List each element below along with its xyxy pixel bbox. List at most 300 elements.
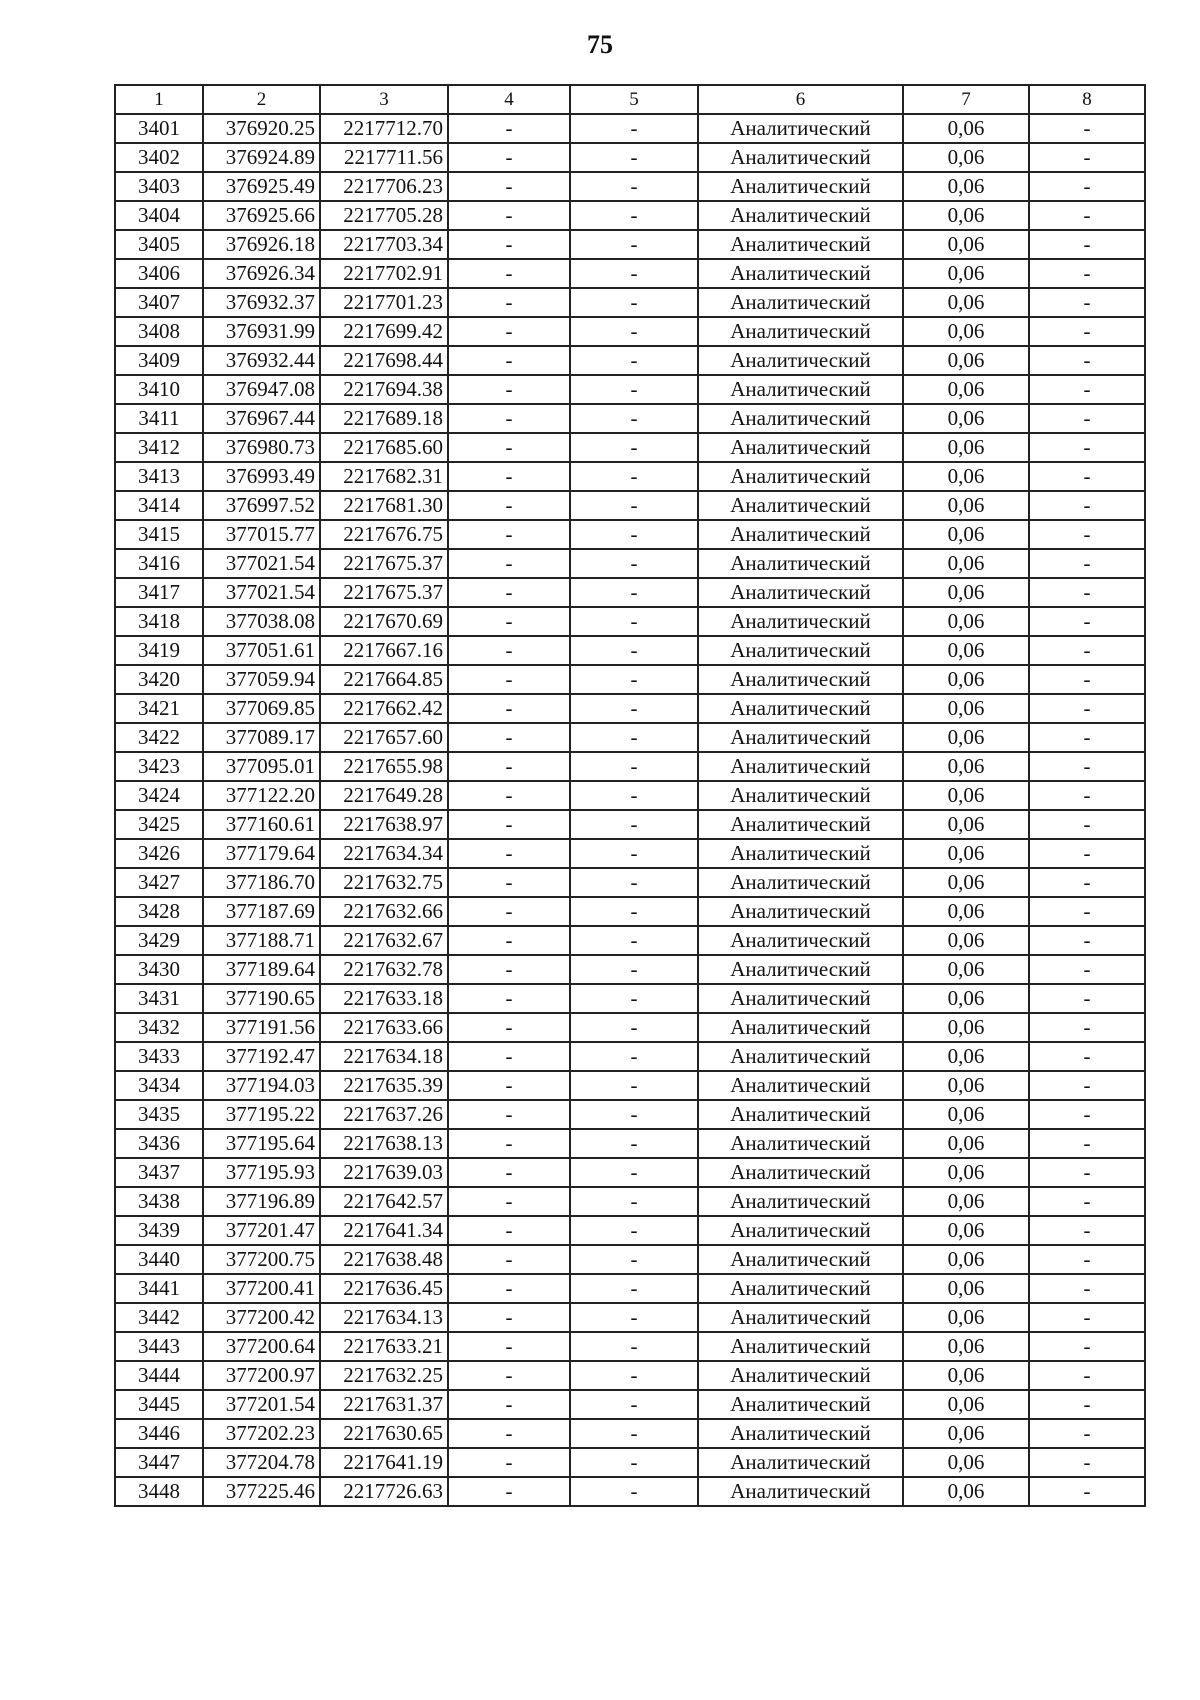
column-8-cell: - [1029, 1013, 1145, 1042]
column-8-cell: - [1029, 462, 1145, 491]
point-number-cell: 3406 [115, 259, 203, 288]
method-cell: Аналитический [698, 839, 903, 868]
column-8-cell: - [1029, 549, 1145, 578]
x-coordinate-cell: 376993.49 [203, 462, 320, 491]
x-coordinate-cell: 376926.34 [203, 259, 320, 288]
table-row [115, 404, 1145, 433]
table-row [115, 839, 1145, 868]
y-coordinate-cell: 2217712.70 [320, 114, 448, 143]
column-5-cell: - [570, 491, 698, 520]
column-4-cell: - [448, 172, 570, 201]
column-5-cell: - [570, 1274, 698, 1303]
table-row [115, 607, 1145, 636]
column-5-cell: - [570, 114, 698, 143]
table-row [115, 1419, 1145, 1448]
method-cell: Аналитический [698, 926, 903, 955]
column-8-cell: - [1029, 694, 1145, 723]
y-coordinate-cell: 2217632.67 [320, 926, 448, 955]
y-coordinate-cell: 2217685.60 [320, 433, 448, 462]
point-number-cell: 3444 [115, 1361, 203, 1390]
y-coordinate-cell: 2217632.78 [320, 955, 448, 984]
point-number-cell: 3409 [115, 346, 203, 375]
column-8-cell: - [1029, 259, 1145, 288]
method-cell: Аналитический [698, 723, 903, 752]
y-coordinate-cell: 2217705.28 [320, 201, 448, 230]
table-row [115, 346, 1145, 375]
point-number-cell: 3424 [115, 781, 203, 810]
method-cell: Аналитический [698, 1477, 903, 1506]
column-4-cell: - [448, 1448, 570, 1477]
x-coordinate-cell: 377095.01 [203, 752, 320, 781]
column-5-cell: - [570, 375, 698, 404]
point-number-cell: 3426 [115, 839, 203, 868]
column-5-cell: - [570, 1071, 698, 1100]
accuracy-cell: 0,06 [903, 665, 1029, 694]
point-number-cell: 3440 [115, 1245, 203, 1274]
column-4-cell: - [448, 549, 570, 578]
method-cell: Аналитический [698, 114, 903, 143]
accuracy-cell: 0,06 [903, 955, 1029, 984]
column-5-cell: - [570, 723, 698, 752]
accuracy-cell: 0,06 [903, 578, 1029, 607]
x-coordinate-cell: 376920.25 [203, 114, 320, 143]
method-cell: Аналитический [698, 897, 903, 926]
column-8-cell: - [1029, 288, 1145, 317]
table-row [115, 288, 1145, 317]
x-coordinate-cell: 377196.89 [203, 1187, 320, 1216]
table-row [115, 1477, 1145, 1506]
x-coordinate-cell: 376947.08 [203, 375, 320, 404]
accuracy-cell: 0,06 [903, 781, 1029, 810]
table-row [115, 897, 1145, 926]
method-cell: Аналитический [698, 636, 903, 665]
column-5-cell: - [570, 810, 698, 839]
column-8-cell: - [1029, 1274, 1145, 1303]
column-5-cell: - [570, 462, 698, 491]
column-4-cell: - [448, 520, 570, 549]
point-number-cell: 3435 [115, 1100, 203, 1129]
column-4-cell: - [448, 810, 570, 839]
x-coordinate-cell: 376980.73 [203, 433, 320, 462]
point-number-cell: 3420 [115, 665, 203, 694]
point-number-cell: 3419 [115, 636, 203, 665]
point-number-cell: 3439 [115, 1216, 203, 1245]
column-8-cell: - [1029, 1216, 1145, 1245]
point-number-cell: 3408 [115, 317, 203, 346]
point-number-cell: 3441 [115, 1274, 203, 1303]
column-8-cell: - [1029, 201, 1145, 230]
y-coordinate-cell: 2217649.28 [320, 781, 448, 810]
x-coordinate-cell: 377021.54 [203, 578, 320, 607]
column-4-cell: - [448, 1187, 570, 1216]
table-row [115, 1100, 1145, 1129]
column-4-cell: - [448, 781, 570, 810]
method-cell: Аналитический [698, 1100, 903, 1129]
column-5-cell: - [570, 897, 698, 926]
column-5-cell: - [570, 839, 698, 868]
x-coordinate-cell: 377189.64 [203, 955, 320, 984]
point-number-cell: 3413 [115, 462, 203, 491]
accuracy-cell: 0,06 [903, 491, 1029, 520]
column-4-cell: - [448, 607, 570, 636]
table-row [115, 259, 1145, 288]
table-row [115, 520, 1145, 549]
x-coordinate-cell: 377179.64 [203, 839, 320, 868]
column-5-cell: - [570, 1129, 698, 1158]
column-5-cell: - [570, 1042, 698, 1071]
column-5-cell: - [570, 1332, 698, 1361]
y-coordinate-cell: 2217641.34 [320, 1216, 448, 1245]
table-row [115, 375, 1145, 404]
column-8-cell: - [1029, 810, 1145, 839]
coordinates-table [114, 84, 1146, 1507]
accuracy-cell: 0,06 [903, 1448, 1029, 1477]
method-cell: Аналитический [698, 462, 903, 491]
column-4-cell: - [448, 1332, 570, 1361]
x-coordinate-cell: 377200.75 [203, 1245, 320, 1274]
x-coordinate-cell: 377122.20 [203, 781, 320, 810]
y-coordinate-cell: 2217676.75 [320, 520, 448, 549]
column-5-cell: - [570, 1303, 698, 1332]
column-4-cell: - [448, 462, 570, 491]
column-5-cell: - [570, 549, 698, 578]
column-8-cell: - [1029, 1042, 1145, 1071]
table-row [115, 114, 1145, 143]
table-row [115, 1158, 1145, 1187]
column-5-cell: - [570, 636, 698, 665]
accuracy-cell: 0,06 [903, 1158, 1029, 1187]
accuracy-cell: 0,06 [903, 810, 1029, 839]
point-number-cell: 3402 [115, 143, 203, 172]
point-number-cell: 3443 [115, 1332, 203, 1361]
column-8-cell: - [1029, 984, 1145, 1013]
method-cell: Аналитический [698, 752, 903, 781]
column-4-cell: - [448, 259, 570, 288]
y-coordinate-cell: 2217702.91 [320, 259, 448, 288]
column-8-cell: - [1029, 1361, 1145, 1390]
column-8-cell: - [1029, 1419, 1145, 1448]
method-cell: Аналитический [698, 1042, 903, 1071]
point-number-cell: 3427 [115, 868, 203, 897]
x-coordinate-cell: 377089.17 [203, 723, 320, 752]
y-coordinate-cell: 2217633.18 [320, 984, 448, 1013]
table-row [115, 143, 1145, 172]
column-4-cell: - [448, 201, 570, 230]
column-8-cell: - [1029, 230, 1145, 259]
point-number-cell: 3405 [115, 230, 203, 259]
column-8-cell: - [1029, 1071, 1145, 1100]
x-coordinate-cell: 376925.66 [203, 201, 320, 230]
table-row [115, 172, 1145, 201]
method-cell: Аналитический [698, 346, 903, 375]
column-8-cell: - [1029, 114, 1145, 143]
table-row [115, 665, 1145, 694]
accuracy-cell: 0,06 [903, 1419, 1029, 1448]
column-4-cell: - [448, 1303, 570, 1332]
column-8-cell: - [1029, 839, 1145, 868]
table-row [115, 433, 1145, 462]
table-row [115, 1216, 1145, 1245]
column-5-cell: - [570, 143, 698, 172]
table-row [115, 1274, 1145, 1303]
x-coordinate-cell: 377200.41 [203, 1274, 320, 1303]
y-coordinate-cell: 2217675.37 [320, 549, 448, 578]
x-coordinate-cell: 377195.93 [203, 1158, 320, 1187]
accuracy-cell: 0,06 [903, 1216, 1029, 1245]
y-coordinate-cell: 2217633.21 [320, 1332, 448, 1361]
column-4-cell: - [448, 1013, 570, 1042]
method-cell: Аналитический [698, 143, 903, 172]
table-row [115, 1303, 1145, 1332]
column-5-cell: - [570, 1390, 698, 1419]
y-coordinate-cell: 2217711.56 [320, 143, 448, 172]
point-number-cell: 3416 [115, 549, 203, 578]
x-coordinate-cell: 377195.22 [203, 1100, 320, 1129]
method-cell: Аналитический [698, 1274, 903, 1303]
x-coordinate-cell: 376997.52 [203, 491, 320, 520]
column-header-7: 7 [903, 85, 1029, 114]
x-coordinate-cell: 377201.47 [203, 1216, 320, 1245]
table-row [115, 1071, 1145, 1100]
point-number-cell: 3431 [115, 984, 203, 1013]
table-row [115, 926, 1145, 955]
point-number-cell: 3442 [115, 1303, 203, 1332]
column-8-cell: - [1029, 926, 1145, 955]
method-cell: Аналитический [698, 665, 903, 694]
column-8-cell: - [1029, 955, 1145, 984]
column-8-cell: - [1029, 578, 1145, 607]
y-coordinate-cell: 2217664.85 [320, 665, 448, 694]
column-4-cell: - [448, 404, 570, 433]
column-5-cell: - [570, 984, 698, 1013]
column-5-cell: - [570, 1158, 698, 1187]
accuracy-cell: 0,06 [903, 143, 1029, 172]
column-5-cell: - [570, 288, 698, 317]
point-number-cell: 3410 [115, 375, 203, 404]
point-number-cell: 3430 [115, 955, 203, 984]
y-coordinate-cell: 2217632.66 [320, 897, 448, 926]
table-row [115, 723, 1145, 752]
method-cell: Аналитический [698, 375, 903, 404]
point-number-cell: 3446 [115, 1419, 203, 1448]
method-cell: Аналитический [698, 201, 903, 230]
accuracy-cell: 0,06 [903, 1187, 1029, 1216]
column-8-cell: - [1029, 375, 1145, 404]
accuracy-cell: 0,06 [903, 1100, 1029, 1129]
column-5-cell: - [570, 607, 698, 636]
column-5-cell: - [570, 1187, 698, 1216]
y-coordinate-cell: 2217635.39 [320, 1071, 448, 1100]
method-cell: Аналитический [698, 1013, 903, 1042]
method-cell: Аналитический [698, 549, 903, 578]
column-5-cell: - [570, 259, 698, 288]
table-row [115, 1013, 1145, 1042]
column-8-cell: - [1029, 723, 1145, 752]
column-4-cell: - [448, 984, 570, 1013]
table-row [115, 578, 1145, 607]
column-5-cell: - [570, 1013, 698, 1042]
accuracy-cell: 0,06 [903, 1274, 1029, 1303]
accuracy-cell: 0,06 [903, 1013, 1029, 1042]
column-8-cell: - [1029, 1100, 1145, 1129]
accuracy-cell: 0,06 [903, 317, 1029, 346]
column-8-cell: - [1029, 1332, 1145, 1361]
table-row [115, 549, 1145, 578]
column-8-cell: - [1029, 752, 1145, 781]
column-4-cell: - [448, 375, 570, 404]
x-coordinate-cell: 377225.46 [203, 1477, 320, 1506]
column-4-cell: - [448, 1071, 570, 1100]
column-5-cell: - [570, 955, 698, 984]
table-row [115, 230, 1145, 259]
table-row [115, 752, 1145, 781]
column-5-cell: - [570, 926, 698, 955]
y-coordinate-cell: 2217706.23 [320, 172, 448, 201]
point-number-cell: 3411 [115, 404, 203, 433]
y-coordinate-cell: 2217662.42 [320, 694, 448, 723]
column-4-cell: - [448, 694, 570, 723]
accuracy-cell: 0,06 [903, 462, 1029, 491]
table-row [115, 694, 1145, 723]
table-row [115, 1245, 1145, 1274]
point-number-cell: 3445 [115, 1390, 203, 1419]
column-8-cell: - [1029, 897, 1145, 926]
table-row [115, 317, 1145, 346]
x-coordinate-cell: 377021.54 [203, 549, 320, 578]
method-cell: Аналитический [698, 984, 903, 1013]
x-coordinate-cell: 377038.08 [203, 607, 320, 636]
y-coordinate-cell: 2217667.16 [320, 636, 448, 665]
column-4-cell: - [448, 1361, 570, 1390]
column-4-cell: - [448, 288, 570, 317]
y-coordinate-cell: 2217642.57 [320, 1187, 448, 1216]
column-4-cell: - [448, 636, 570, 665]
method-cell: Аналитический [698, 1245, 903, 1274]
table-row [115, 868, 1145, 897]
point-number-cell: 3418 [115, 607, 203, 636]
y-coordinate-cell: 2217630.65 [320, 1419, 448, 1448]
column-4-cell: - [448, 491, 570, 520]
y-coordinate-cell: 2217689.18 [320, 404, 448, 433]
column-5-cell: - [570, 781, 698, 810]
accuracy-cell: 0,06 [903, 897, 1029, 926]
x-coordinate-cell: 376931.99 [203, 317, 320, 346]
accuracy-cell: 0,06 [903, 926, 1029, 955]
accuracy-cell: 0,06 [903, 404, 1029, 433]
column-5-cell: - [570, 1100, 698, 1129]
method-cell: Аналитический [698, 1129, 903, 1158]
method-cell: Аналитический [698, 404, 903, 433]
table-row [115, 491, 1145, 520]
column-4-cell: - [448, 839, 570, 868]
column-8-cell: - [1029, 1245, 1145, 1274]
y-coordinate-cell: 2217675.37 [320, 578, 448, 607]
x-coordinate-cell: 377015.77 [203, 520, 320, 549]
x-coordinate-cell: 377191.56 [203, 1013, 320, 1042]
column-5-cell: - [570, 433, 698, 462]
y-coordinate-cell: 2217634.34 [320, 839, 448, 868]
method-cell: Аналитический [698, 1419, 903, 1448]
accuracy-cell: 0,06 [903, 1071, 1029, 1100]
column-5-cell: - [570, 1477, 698, 1506]
column-8-cell: - [1029, 1303, 1145, 1332]
column-8-cell: - [1029, 1448, 1145, 1477]
y-coordinate-cell: 2217632.25 [320, 1361, 448, 1390]
accuracy-cell: 0,06 [903, 1361, 1029, 1390]
method-cell: Аналитический [698, 172, 903, 201]
column-4-cell: - [448, 1129, 570, 1158]
y-coordinate-cell: 2217655.98 [320, 752, 448, 781]
point-number-cell: 3438 [115, 1187, 203, 1216]
column-4-cell: - [448, 433, 570, 462]
column-header-3: 3 [320, 85, 448, 114]
y-coordinate-cell: 2217634.18 [320, 1042, 448, 1071]
y-coordinate-cell: 2217639.03 [320, 1158, 448, 1187]
method-cell: Аналитический [698, 230, 903, 259]
y-coordinate-cell: 2217631.37 [320, 1390, 448, 1419]
x-coordinate-cell: 377195.64 [203, 1129, 320, 1158]
accuracy-cell: 0,06 [903, 636, 1029, 665]
column-5-cell: - [570, 665, 698, 694]
column-5-cell: - [570, 1245, 698, 1274]
column-header-8: 8 [1029, 85, 1145, 114]
column-4-cell: - [448, 1216, 570, 1245]
table-row [115, 1042, 1145, 1071]
column-header-6: 6 [698, 85, 903, 114]
accuracy-cell: 0,06 [903, 288, 1029, 317]
x-coordinate-cell: 377200.42 [203, 1303, 320, 1332]
x-coordinate-cell: 377200.97 [203, 1361, 320, 1390]
x-coordinate-cell: 376925.49 [203, 172, 320, 201]
point-number-cell: 3414 [115, 491, 203, 520]
point-number-cell: 3425 [115, 810, 203, 839]
point-number-cell: 3412 [115, 433, 203, 462]
y-coordinate-cell: 2217698.44 [320, 346, 448, 375]
method-cell: Аналитический [698, 1361, 903, 1390]
page-number: 75 [587, 30, 613, 59]
method-cell: Аналитический [698, 1332, 903, 1361]
header-row [115, 85, 1145, 114]
table-row [115, 1448, 1145, 1477]
table-row [115, 462, 1145, 491]
column-4-cell: - [448, 926, 570, 955]
column-8-cell: - [1029, 172, 1145, 201]
point-number-cell: 3434 [115, 1071, 203, 1100]
x-coordinate-cell: 377202.23 [203, 1419, 320, 1448]
accuracy-cell: 0,06 [903, 839, 1029, 868]
column-8-cell: - [1029, 607, 1145, 636]
table-body [115, 114, 1145, 1506]
x-coordinate-cell: 376924.89 [203, 143, 320, 172]
table-row [115, 1187, 1145, 1216]
accuracy-cell: 0,06 [903, 1245, 1029, 1274]
accuracy-cell: 0,06 [903, 1390, 1029, 1419]
column-5-cell: - [570, 520, 698, 549]
accuracy-cell: 0,06 [903, 607, 1029, 636]
method-cell: Аналитический [698, 781, 903, 810]
column-8-cell: - [1029, 1477, 1145, 1506]
x-coordinate-cell: 377200.64 [203, 1332, 320, 1361]
column-header-4: 4 [448, 85, 570, 114]
accuracy-cell: 0,06 [903, 1042, 1029, 1071]
y-coordinate-cell: 2217726.63 [320, 1477, 448, 1506]
method-cell: Аналитический [698, 288, 903, 317]
x-coordinate-cell: 377188.71 [203, 926, 320, 955]
column-5-cell: - [570, 404, 698, 433]
column-5-cell: - [570, 230, 698, 259]
x-coordinate-cell: 376932.37 [203, 288, 320, 317]
column-8-cell: - [1029, 636, 1145, 665]
